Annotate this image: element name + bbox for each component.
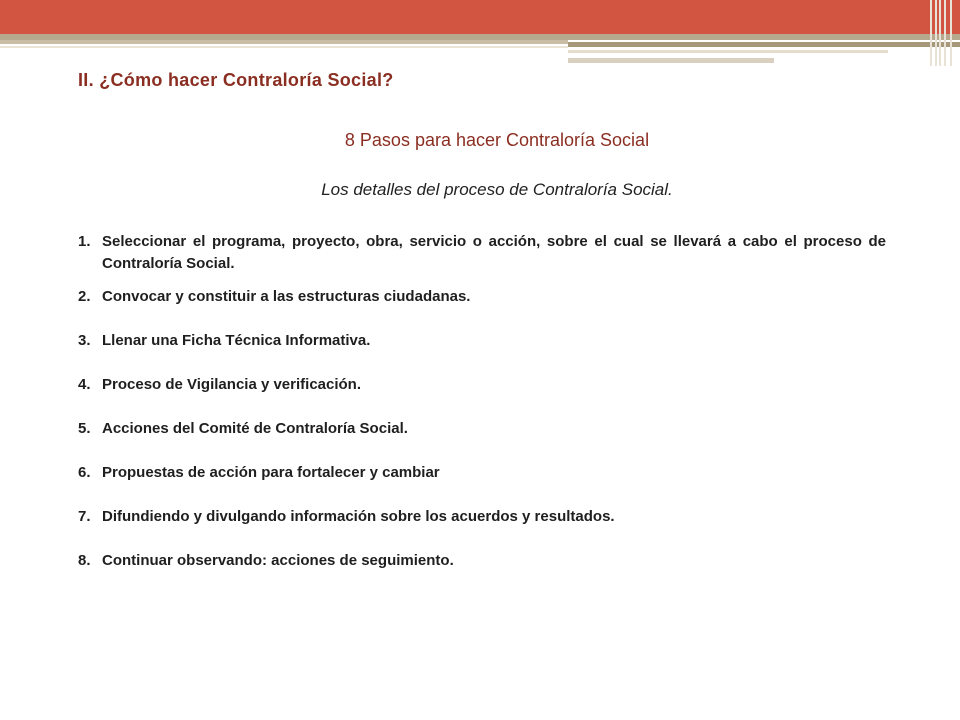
step-number: 2. (78, 288, 91, 305)
step-number: 5. (78, 420, 91, 437)
step-item (78, 550, 886, 572)
step-text: Convocar y constituir a las estructuras ciudadanas. (102, 288, 471, 305)
step-text: Difundiendo y divulgando información sobre los acuerdos y resultados. (102, 508, 615, 525)
section-title: II. ¿Cómo hacer Contraloría Social? (78, 70, 394, 90)
decorative-stripe (0, 40, 568, 44)
decorative-stripe (568, 50, 888, 53)
decorative-stripe (0, 46, 568, 48)
decorative-stripe (568, 42, 960, 47)
slide-subtitle: 8 Pasos para hacer Contraloría Social (344, 130, 650, 150)
step-number: 1. (78, 233, 91, 250)
step-text: Seleccionar el programa, proyecto, obra, servicio o acción, sobre el cual se llevará a cabo el proceso de Contraloría Social. (102, 233, 886, 272)
step-number: 7. (78, 508, 91, 525)
step-item (78, 506, 886, 528)
steps-list (78, 231, 886, 594)
step-item (78, 418, 886, 440)
step-number: 6. (78, 464, 91, 481)
step-text: Llenar una Ficha Técnica Informativa. (102, 332, 371, 349)
step-item (78, 462, 886, 484)
step-text: Propuestas de acción para fortalecer y cambiar (102, 464, 440, 481)
slide-description: Los detalles del proceso de Contraloría Social. (321, 180, 673, 199)
decorative-stripe (568, 58, 774, 63)
step-item (78, 286, 886, 308)
step-text: Acciones del Comité de Contraloría Social. (102, 420, 408, 437)
corner-decoration (926, 0, 960, 66)
step-item (78, 374, 886, 396)
step-item (78, 231, 886, 275)
step-number: 3. (78, 332, 91, 349)
step-number: 4. (78, 376, 91, 393)
step-text: Proceso de Vigilancia y verificación. (102, 376, 362, 393)
step-item (78, 330, 886, 352)
step-text: Continuar observando: acciones de seguimiento. (102, 552, 454, 569)
header-bar (0, 0, 960, 34)
step-number: 8. (78, 552, 91, 569)
